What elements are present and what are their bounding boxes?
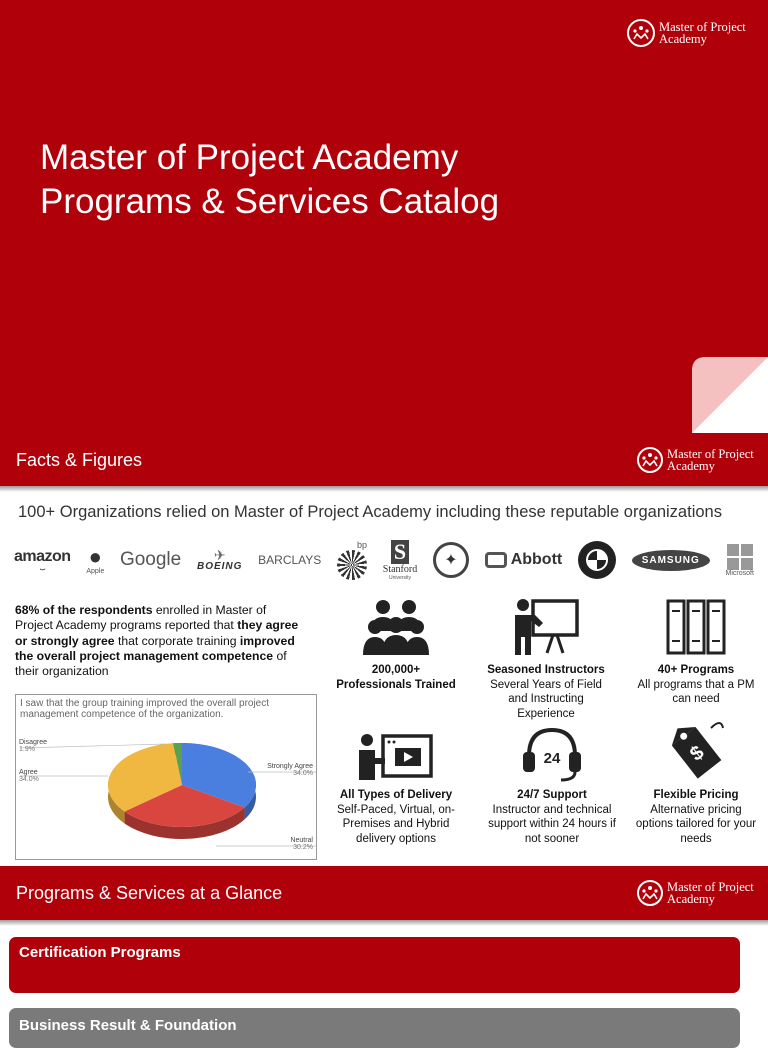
boeing-logo-text: BOEING — [196, 560, 243, 572]
brand-logo — [627, 19, 746, 47]
survey-text-4: that corporate training — [114, 633, 240, 648]
feature-desc: Several Years of Field and Instructing Experience — [490, 678, 602, 720]
feature-desc: Alternative pricing options tailored for your needs — [635, 803, 757, 845]
card-title: Certification Programs — [19, 944, 181, 961]
programs-header-band — [0, 866, 768, 920]
label-neutral — [290, 837, 313, 851]
eagle-seal-icon: ✦ — [433, 542, 469, 578]
feature-programs — [631, 597, 761, 707]
samsung-logo-text: SAMSUNG — [632, 550, 710, 571]
business-result-card[interactable] — [9, 1008, 740, 1048]
abbott-logo-text: Abbott — [510, 551, 563, 568]
feature-support — [487, 722, 617, 846]
label-agree — [19, 769, 39, 783]
bmw-roundel-icon — [578, 541, 616, 579]
books-icon — [631, 597, 761, 657]
apple-icon: ● — [88, 543, 102, 569]
label-strongly-agree-name: Strongly Agree — [267, 763, 313, 770]
apple-logo — [86, 543, 105, 575]
survey-text-3: they agree or strongly agree — [15, 618, 299, 648]
bp-logo-text: bp — [357, 540, 368, 550]
brand-line1: Master of Project — [667, 447, 754, 461]
label-agree-name: Agree — [19, 769, 38, 776]
feature-desc: Professionals Trained — [336, 678, 456, 691]
feature-title: 40+ Programs — [657, 664, 735, 676]
feature-professionals — [331, 597, 461, 692]
feature-delivery — [331, 722, 461, 846]
people-group-icon — [331, 597, 461, 657]
facts-header-band — [0, 433, 768, 486]
academy-emblem-icon — [637, 880, 663, 906]
feature-title: 200,000+ — [371, 664, 421, 676]
windows-icon — [727, 544, 753, 570]
boeing-logo — [196, 546, 243, 572]
label-strongly-agree — [267, 763, 313, 777]
survey-text-2: enrolled in Master of Project Academy programs reported that — [15, 603, 267, 633]
survey-paragraph — [15, 603, 300, 679]
cover-hero — [0, 0, 768, 433]
feature-pricing — [631, 722, 761, 846]
pie-chart-canvas — [16, 695, 318, 861]
microsoft-logo-text: Microsoft — [725, 569, 754, 577]
academy-emblem-icon — [637, 447, 663, 473]
barclays-logo-text: BARCLAYS — [258, 553, 322, 567]
survey-text-1: 68% of the respondents — [15, 603, 153, 617]
abbott-logo — [485, 551, 563, 569]
label-disagree-pct: 1.9% — [19, 746, 35, 753]
academy-emblem-icon — [627, 19, 655, 47]
amazon-logo-text: amazon — [14, 548, 71, 565]
catalog-title — [40, 136, 499, 224]
label-neutral-name: Neutral — [290, 837, 313, 844]
brand-line2: Academy — [667, 459, 715, 473]
boeing-icon: ✈ — [213, 546, 226, 563]
catalog-title-line1: Master of Project Academy — [40, 138, 459, 177]
card-title: Business Result & Foundation — [19, 1017, 237, 1034]
label-agree-pct: 34.0% — [19, 776, 39, 783]
chart-title: I saw that the group training improved the overall project management competence of the organization. — [20, 698, 270, 720]
brand-line1: Master of Project — [659, 20, 746, 34]
organization-logos — [14, 536, 754, 584]
band-shadow — [0, 486, 768, 492]
feature-title: All Types of Delivery — [339, 789, 453, 801]
headset-24-icon — [487, 722, 617, 782]
stanford-logo-sub: University — [389, 574, 411, 581]
brand-line2: Academy — [667, 892, 715, 906]
brand-logo-facts — [637, 447, 754, 473]
bp-sunburst-icon — [337, 550, 367, 580]
certification-programs-card[interactable] — [9, 937, 740, 993]
headset-number: 24 — [543, 750, 561, 767]
feature-instructors — [481, 597, 611, 721]
barclays-logo — [258, 553, 321, 567]
survey-text-6: of their organization — [15, 648, 287, 679]
samsung-logo — [632, 550, 710, 571]
brand-line1: Master of Project — [667, 880, 754, 894]
price-tag-icon — [631, 722, 761, 782]
label-neutral-pct: 30.2% — [293, 844, 313, 851]
feature-title: Seasoned Instructors — [487, 664, 605, 676]
navy-seal-logo — [433, 542, 469, 578]
band-shadow — [0, 920, 768, 926]
stanford-logo-text: Stanford — [382, 563, 418, 575]
abbott-icon — [485, 552, 507, 568]
feature-desc: All programs that a PM can need — [637, 678, 755, 705]
organizations-heading: 100+ Organizations relied on Master of Project Academy including these reputable organizations — [18, 503, 722, 521]
stanford-s-icon: S — [391, 540, 409, 564]
microsoft-logo — [726, 544, 754, 577]
amazon-logo: amazon ⌣ — [14, 548, 71, 574]
video-delivery-icon — [331, 722, 461, 782]
survey-text-5: improved the overall project management competence — [15, 633, 295, 663]
svg-text:$: $ — [686, 741, 709, 766]
label-disagree-name: Disagree — [19, 739, 48, 746]
brand-logo-programs — [637, 880, 754, 906]
feature-desc: Instructor and technical support within 24 hours if not sooner — [488, 803, 616, 845]
label-disagree — [19, 739, 47, 753]
bmw-logo — [578, 541, 616, 579]
apple-logo-text: Apple — [86, 567, 105, 575]
stanford-logo — [383, 540, 417, 581]
programs-title: Programs & Services at a Glance — [16, 883, 283, 903]
instructor-icon — [481, 597, 611, 657]
facts-title: Facts & Figures — [16, 450, 143, 470]
feature-title: 24/7 Support — [517, 789, 587, 801]
survey-pie-chart — [15, 694, 317, 860]
feature-title: Flexible Pricing — [653, 789, 739, 801]
bp-logo — [337, 540, 367, 580]
feature-desc: Self-Paced, Virtual, on-Premises and Hybrid delivery options — [336, 803, 456, 845]
catalog-title-line2: Programs & Services Catalog — [40, 182, 500, 221]
label-strongly-agree-pct: 34.0% — [293, 770, 313, 777]
brand-line2: Academy — [659, 32, 707, 46]
page-fold-decoration — [692, 357, 768, 433]
google-logo: Google — [119, 549, 182, 570]
